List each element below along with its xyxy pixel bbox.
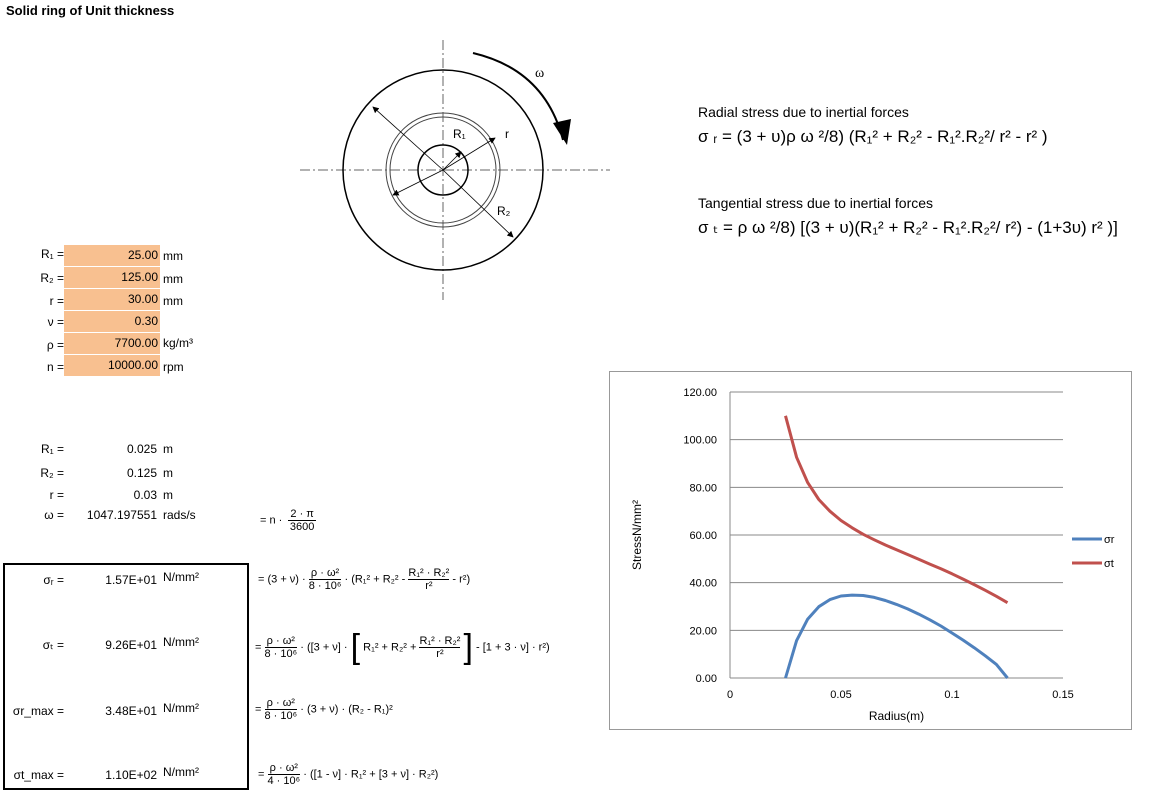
result-value-sigma-t: 9.26E+01: [105, 638, 157, 652]
y-tick-label: 60.00: [689, 530, 717, 542]
input-label-n: n =: [46, 360, 64, 374]
f1-den2: r²: [425, 580, 433, 592]
input-value-rho[interactable]: 7700.00: [64, 333, 160, 354]
converted-label-r: r =: [49, 488, 64, 502]
input-value-r[interactable]: 30.00: [64, 289, 160, 310]
result-unit-sigma-r: N/mm²: [163, 570, 199, 584]
legend-label-sigma-r: σr: [1104, 534, 1115, 546]
page-title: Solid ring of Unit thickness: [6, 3, 175, 18]
input-unit-n: rpm: [163, 360, 184, 374]
f2-pre: =: [255, 641, 262, 654]
x-tick-label: 0.15: [1052, 689, 1074, 701]
r1-label: R₁: [453, 127, 466, 141]
converted-value-r1: 0.025: [126, 442, 157, 456]
f3-den: 8 · 10⁶: [264, 710, 298, 722]
y-tick-label: 100.00: [683, 434, 717, 447]
omega-formula-num: 2 · π: [290, 508, 314, 520]
converted-unit-r1: m: [163, 442, 173, 456]
result-unit-sigma-t-max: N/mm²: [163, 765, 199, 779]
f3-pre: =: [255, 703, 262, 716]
f2-num2: R₁² · R₂²: [419, 635, 461, 647]
result-label-sigma-r: σᵣ =: [43, 573, 64, 587]
f2-post: · ([3 + ν] ·: [300, 641, 348, 654]
f1-tail: - r²): [452, 573, 471, 586]
omega-formula-den: 3600: [289, 521, 315, 533]
f1-num: ρ · ω²: [309, 567, 342, 580]
input-label-r: r =: [49, 294, 64, 308]
rotation-arrow: [473, 53, 563, 140]
converted-label-r1: R₁ =: [40, 442, 64, 456]
f1-num2: R₁² · R₂²: [408, 567, 450, 579]
y-tick-label: 0.00: [695, 673, 717, 685]
f3-post: · (3 + ν) · (R₂ - R₁)²: [300, 703, 393, 716]
input-unit-r2: mm: [163, 272, 183, 286]
formula-sigma-t: = $\frac{\text{ρ · ω²}}{\text{8 · 10⁶}}$ · ([3 + ν] · [ R₁² + R₂² + $\frac{\text{R₁² · R₂²}}{\text{r²}}$ ] - [1 + 3 · ν] · r²): [255, 628, 550, 666]
tangential-stress-title: Tangential stress due to inertial forces: [698, 195, 934, 211]
result-value-sigma-t-max: 1.10E+02: [105, 768, 157, 782]
y-tick-label: 40.00: [689, 577, 717, 590]
result-value-sigma-r: 1.57E+01: [105, 573, 157, 587]
omega-formula-prefix: = n ·: [260, 514, 283, 527]
series-line-sigma-t: [786, 416, 1008, 603]
result-unit-sigma-r-max: N/mm²: [163, 701, 199, 715]
converted-unit-r: m: [163, 488, 173, 502]
f1-post: · (R₁² + R₂² -: [344, 573, 406, 586]
f2-num: ρ · ω²: [265, 635, 298, 648]
converted-unit-omega: rads/s: [163, 508, 196, 522]
y-tick-label: 20.00: [689, 625, 717, 638]
omega-formula: [260, 508, 316, 533]
f1-pre: = (3 + ν) ·: [258, 573, 306, 586]
formula-sigma-r: [258, 567, 470, 592]
tangential-stress-equation: σ ₜ = ρ ω ²/8) [(3 + υ)(R₁² + R₂² - R₁².R₂²/ r²) - (1+3υ) r² )]: [698, 218, 1118, 237]
f3-num: ρ · ω²: [265, 697, 298, 710]
input-value-n[interactable]: 10000.00: [64, 355, 160, 376]
converted-unit-r2: m: [163, 466, 173, 480]
input-label-rho: ρ =: [46, 338, 64, 352]
input-value-r2[interactable]: 125.00: [64, 267, 160, 288]
input-label-r2: R₂ =: [40, 271, 64, 285]
f2-den2: r²: [436, 648, 444, 660]
input-value-r1[interactable]: 25.00: [64, 245, 160, 266]
omega-label: ω: [535, 66, 545, 81]
radial-stress-equation: σ ᵣ = (3 + υ)ρ ω ²/8) (R₁² + R₂² - R₁².R₂²/ r² - r² ): [698, 127, 1048, 146]
formula-sigma-r-max: [255, 697, 393, 722]
f2-tail: - [1 + 3 · ν] · r²): [476, 641, 550, 654]
results-box: [3, 563, 249, 790]
x-tick-label: 0.1: [944, 689, 960, 701]
stress-chart-svg: [610, 372, 1131, 729]
result-value-sigma-r-max: 3.48E+01: [105, 704, 157, 718]
legend-label-sigma-t: σt: [1104, 558, 1114, 570]
stress-chart: [609, 371, 1132, 730]
converted-value-r: 0.03: [133, 488, 157, 502]
input-unit-r: mm: [163, 294, 183, 308]
input-label-nu: ν =: [47, 315, 64, 329]
result-label-sigma-r-max: σr_max =: [12, 704, 64, 718]
result-label-sigma-t: σₜ =: [42, 638, 64, 652]
converted-value-r2: 0.125: [126, 466, 157, 480]
r2-label: R₂: [497, 204, 511, 218]
input-label-r1: R₁ =: [40, 247, 64, 261]
result-label-sigma-t-max: σt_max =: [13, 768, 64, 782]
result-unit-sigma-t: N/mm²: [163, 635, 199, 649]
f1-den: 8 · 10⁶: [308, 580, 342, 592]
y-tick-label: 120.00: [683, 387, 717, 399]
series-line-sigma-r: [786, 595, 1008, 678]
converted-label-omega: ω =: [44, 508, 64, 522]
f2-den: 8 · 10⁶: [264, 648, 298, 660]
radial-stress-title: Radial stress due to inertial forces: [698, 104, 909, 120]
input-unit-r1: mm: [163, 249, 183, 263]
y-axis-label: StressN/mm²: [630, 500, 644, 570]
f2-inner: R₁² + R₂² +: [363, 641, 417, 654]
f4-num: ρ · ω²: [268, 762, 301, 775]
converted-label-r2: R₂ =: [40, 466, 64, 480]
converted-value-omega: 1047.197551: [86, 508, 157, 522]
x-axis-label: Radius(m): [868, 709, 925, 723]
input-unit-rho: kg/m³: [163, 336, 193, 350]
f4-den: 4 · 10⁶: [267, 775, 301, 787]
x-tick-label: 0.05: [830, 689, 852, 701]
x-tick-label: 0: [726, 689, 734, 701]
input-value-nu[interactable]: 0.30: [64, 311, 160, 332]
formula-sigma-t-max: [258, 762, 438, 787]
f4-pre: =: [258, 768, 265, 781]
ring-diagram: [295, 35, 625, 305]
f4-post: · ([1 - ν] · R₁² + [3 + ν] · R₂²): [303, 768, 439, 781]
r-label: r: [505, 127, 509, 141]
y-tick-label: 80.00: [689, 482, 717, 495]
